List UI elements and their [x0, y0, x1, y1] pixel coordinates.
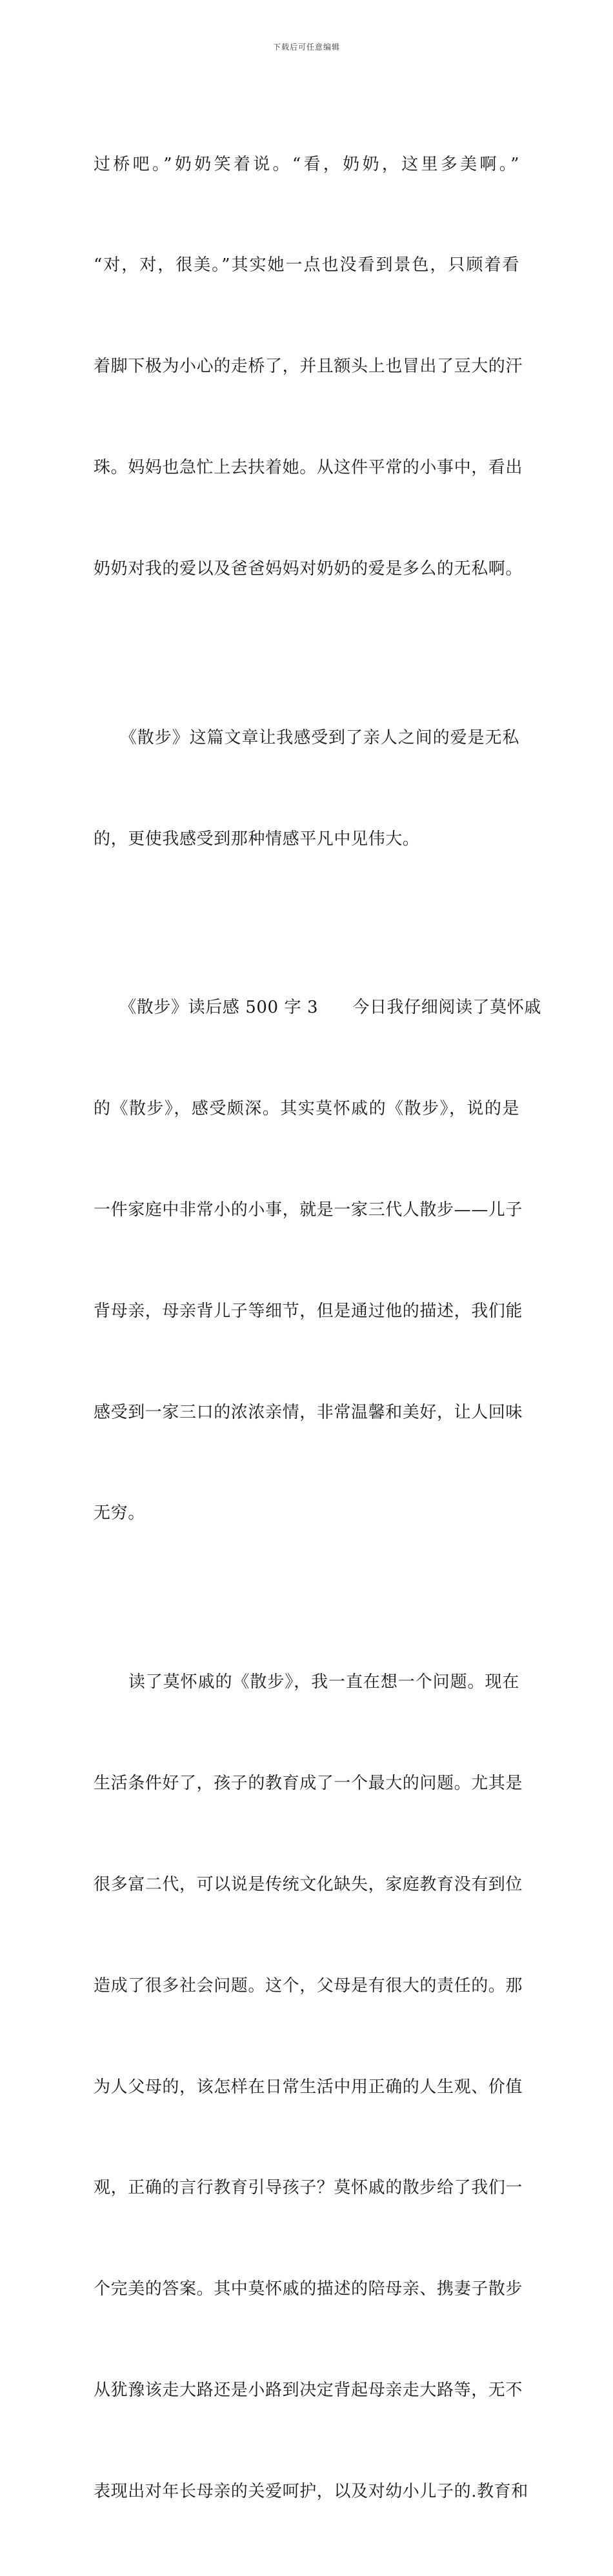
paragraph-4	[94, 1598, 528, 2576]
text-line: 一件家庭中非常小的小事，就是一家三代人散步——儿子	[94, 1200, 523, 1220]
body-text	[94, 80, 541, 2576]
text-line: 观，正确的言行教育引导孩子？莫怀戚的散步给了我们一	[94, 2178, 523, 2198]
text-line: 背母亲，母亲背儿子等细节，但是通过他的描述，我们能	[94, 1301, 523, 1321]
paragraph-3	[94, 923, 541, 1598]
text-line: 的，更使我感受到那种情感平凡中见伟大。	[94, 829, 420, 849]
text-line: 读了莫怀戚的《散步》，我一直在想一个问题。现在	[94, 1672, 519, 1692]
paragraph-1	[94, 80, 523, 653]
text-line: 造成了很多社会问题。这个，父母是有很大的责任的。那	[94, 1976, 523, 1996]
text-line: “对，对，很美。”其实她一点也没看到景色，只顾着看	[94, 255, 519, 275]
page-header: 下载后可任意编辑	[272, 43, 340, 52]
text-line: 很多富二代，可以说是传统文化缺失，家庭教育没有到位	[94, 1874, 523, 1894]
text-line: 为人父母的，该怎样在日常生活中用正确的人生观、价值	[94, 2077, 523, 2097]
text-line: 过桥吧。”奶奶笑着说。“看，奶奶，这里多美啊。”	[94, 154, 519, 174]
text-line: 感受到一家三口的浓浓亲情，非常温馨和美好，让人回味	[94, 1402, 523, 1422]
text-line: 《散步》这篇文章让我感受到了亲人之间的爱是无私	[94, 728, 519, 748]
text-line: 无穷。	[94, 1503, 145, 1523]
text-line: 个完美的答案。其中莫怀戚的描述的陪母亲、携妻子散步	[94, 2279, 523, 2299]
text-line: 《散步》读后感 500 字 3 今日我仔细阅读了莫怀戚	[94, 998, 541, 1018]
text-line: 从犹豫该走大路还是小路到决定背起母亲走大路等，无不	[94, 2381, 523, 2401]
text-line: 着脚下极为小心的走桥了，并且额头上也冒出了豆大的汗	[94, 357, 523, 377]
text-line: 表现出对年长母亲的关爱呵护，以及对幼小儿子的.教育和	[94, 2482, 528, 2502]
paragraph-2	[94, 653, 519, 923]
text-line: 珠。妈妈也急忙上去扶着她。从这件平常的小事中，看出	[94, 458, 523, 478]
text-line: 生活条件好了，孩子的教育成了一个最大的问题。尤其是	[94, 1773, 523, 1793]
text-line: 奶奶对我的爱以及爸爸妈妈对奶奶的爱是多么的无私啊。	[94, 559, 523, 579]
text-line: 的《散步》，感受颇深。其实莫怀戚的《散步》，说的是	[94, 1098, 519, 1118]
